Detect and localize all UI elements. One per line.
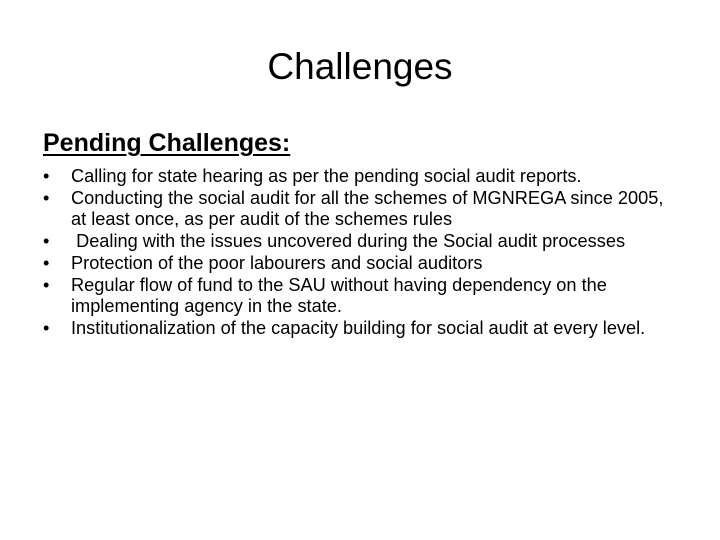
bullet-icon: • [43,252,50,273]
bullet-item [43,275,683,318]
bullet-text: Conducting the social audit for all the schemes of MGNREGA since 2005, at least once, as per audit of the schemes rules [71,187,664,230]
bullet-item [43,166,683,188]
bullet-item [43,253,683,275]
bullet-text: Protection of the poor labourers and social auditors [71,252,483,273]
bullet-icon: • [43,187,50,208]
bullet-text: Dealing with the issues uncovered during the Social audit processes [71,231,626,252]
bullet-list [43,166,683,340]
bullet-icon: • [43,231,50,252]
bullet-text: Regular flow of fund to the SAU without having dependency on the implementing agency in the state. [71,274,607,317]
bullet-text: Calling for state hearing as per the pending social audit reports. [71,166,582,186]
bullet-icon: • [43,317,50,338]
slide-content [43,126,683,340]
bullet-item [43,231,683,253]
bullet-text: Institutionalization of the capacity building for social audit at every level. [71,317,646,338]
slide-title: Challenges [267,46,453,87]
bullet-item [43,318,683,340]
bullet-item [43,188,683,231]
bullet-icon: • [43,166,50,186]
bullet-icon: • [43,274,50,295]
subheading: Pending Challenges: [43,129,291,157]
